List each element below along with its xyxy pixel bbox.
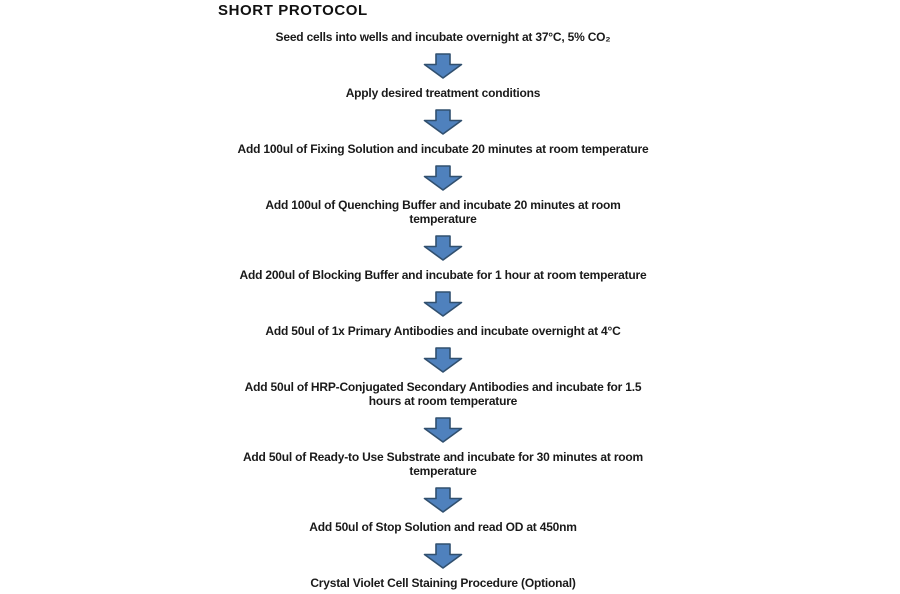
protocol-step-text: Add 100ul of Fixing Solution and incubate 20 minutes at room temperature: [237, 142, 649, 156]
protocol-step: [245, 380, 642, 408]
page-title: SHORT PROTOCOL: [218, 2, 368, 19]
down-arrow-icon: [423, 235, 463, 261]
protocol-step-text: Apply desired treatment conditions: [345, 86, 541, 100]
protocol-step: [276, 30, 611, 44]
down-arrow-icon: [423, 165, 463, 191]
down-arrow-icon: [423, 487, 463, 513]
protocol-step-text: Add 100ul of Quenching Buffer and incubate 20 minutes at room: [265, 198, 621, 212]
protocol-step-text: Add 50ul of Stop Solution and read OD at 450nm: [309, 520, 577, 534]
protocol-step-text: temperature: [409, 464, 477, 478]
protocol-step: [265, 198, 620, 226]
protocol-step: [243, 450, 643, 478]
protocol-step-text: Add 50ul of 1x Primary Antibodies and incubate overnight at 4°C: [265, 324, 621, 338]
down-arrow-icon: [423, 543, 463, 569]
protocol-step: [240, 268, 647, 282]
down-arrow-icon: [423, 291, 463, 317]
protocol-step-text: Crystal Violet Cell Staining Procedure (Optional): [310, 576, 576, 590]
protocol-step-text: Add 50ul of Ready-to Use Substrate and incubate for 30 minutes at room: [242, 450, 644, 464]
protocol-step-text: Add 200ul of Blocking Buffer and incubate for 1 hour at room temperature: [239, 268, 647, 282]
protocol-step-text: hours at room temperature: [368, 394, 518, 408]
protocol-step: [346, 86, 541, 100]
protocol-step: [238, 142, 649, 156]
protocol-step: [265, 324, 620, 338]
protocol-step-text: temperature: [409, 212, 477, 226]
down-arrow-icon: [423, 417, 463, 443]
protocol-step-text: Add 50ul of HRP-Conjugated Secondary Antibodies and incubate for 1.5: [244, 380, 642, 394]
down-arrow-icon: [423, 109, 463, 135]
protocol-flow: [185, 30, 701, 590]
protocol-step-text: Seed cells into wells and incubate overnight at 37°C, 5% CO₂: [275, 30, 611, 44]
protocol-step: [310, 576, 575, 590]
down-arrow-icon: [423, 347, 463, 373]
protocol-step: [309, 520, 577, 534]
down-arrow-icon: [423, 53, 463, 79]
